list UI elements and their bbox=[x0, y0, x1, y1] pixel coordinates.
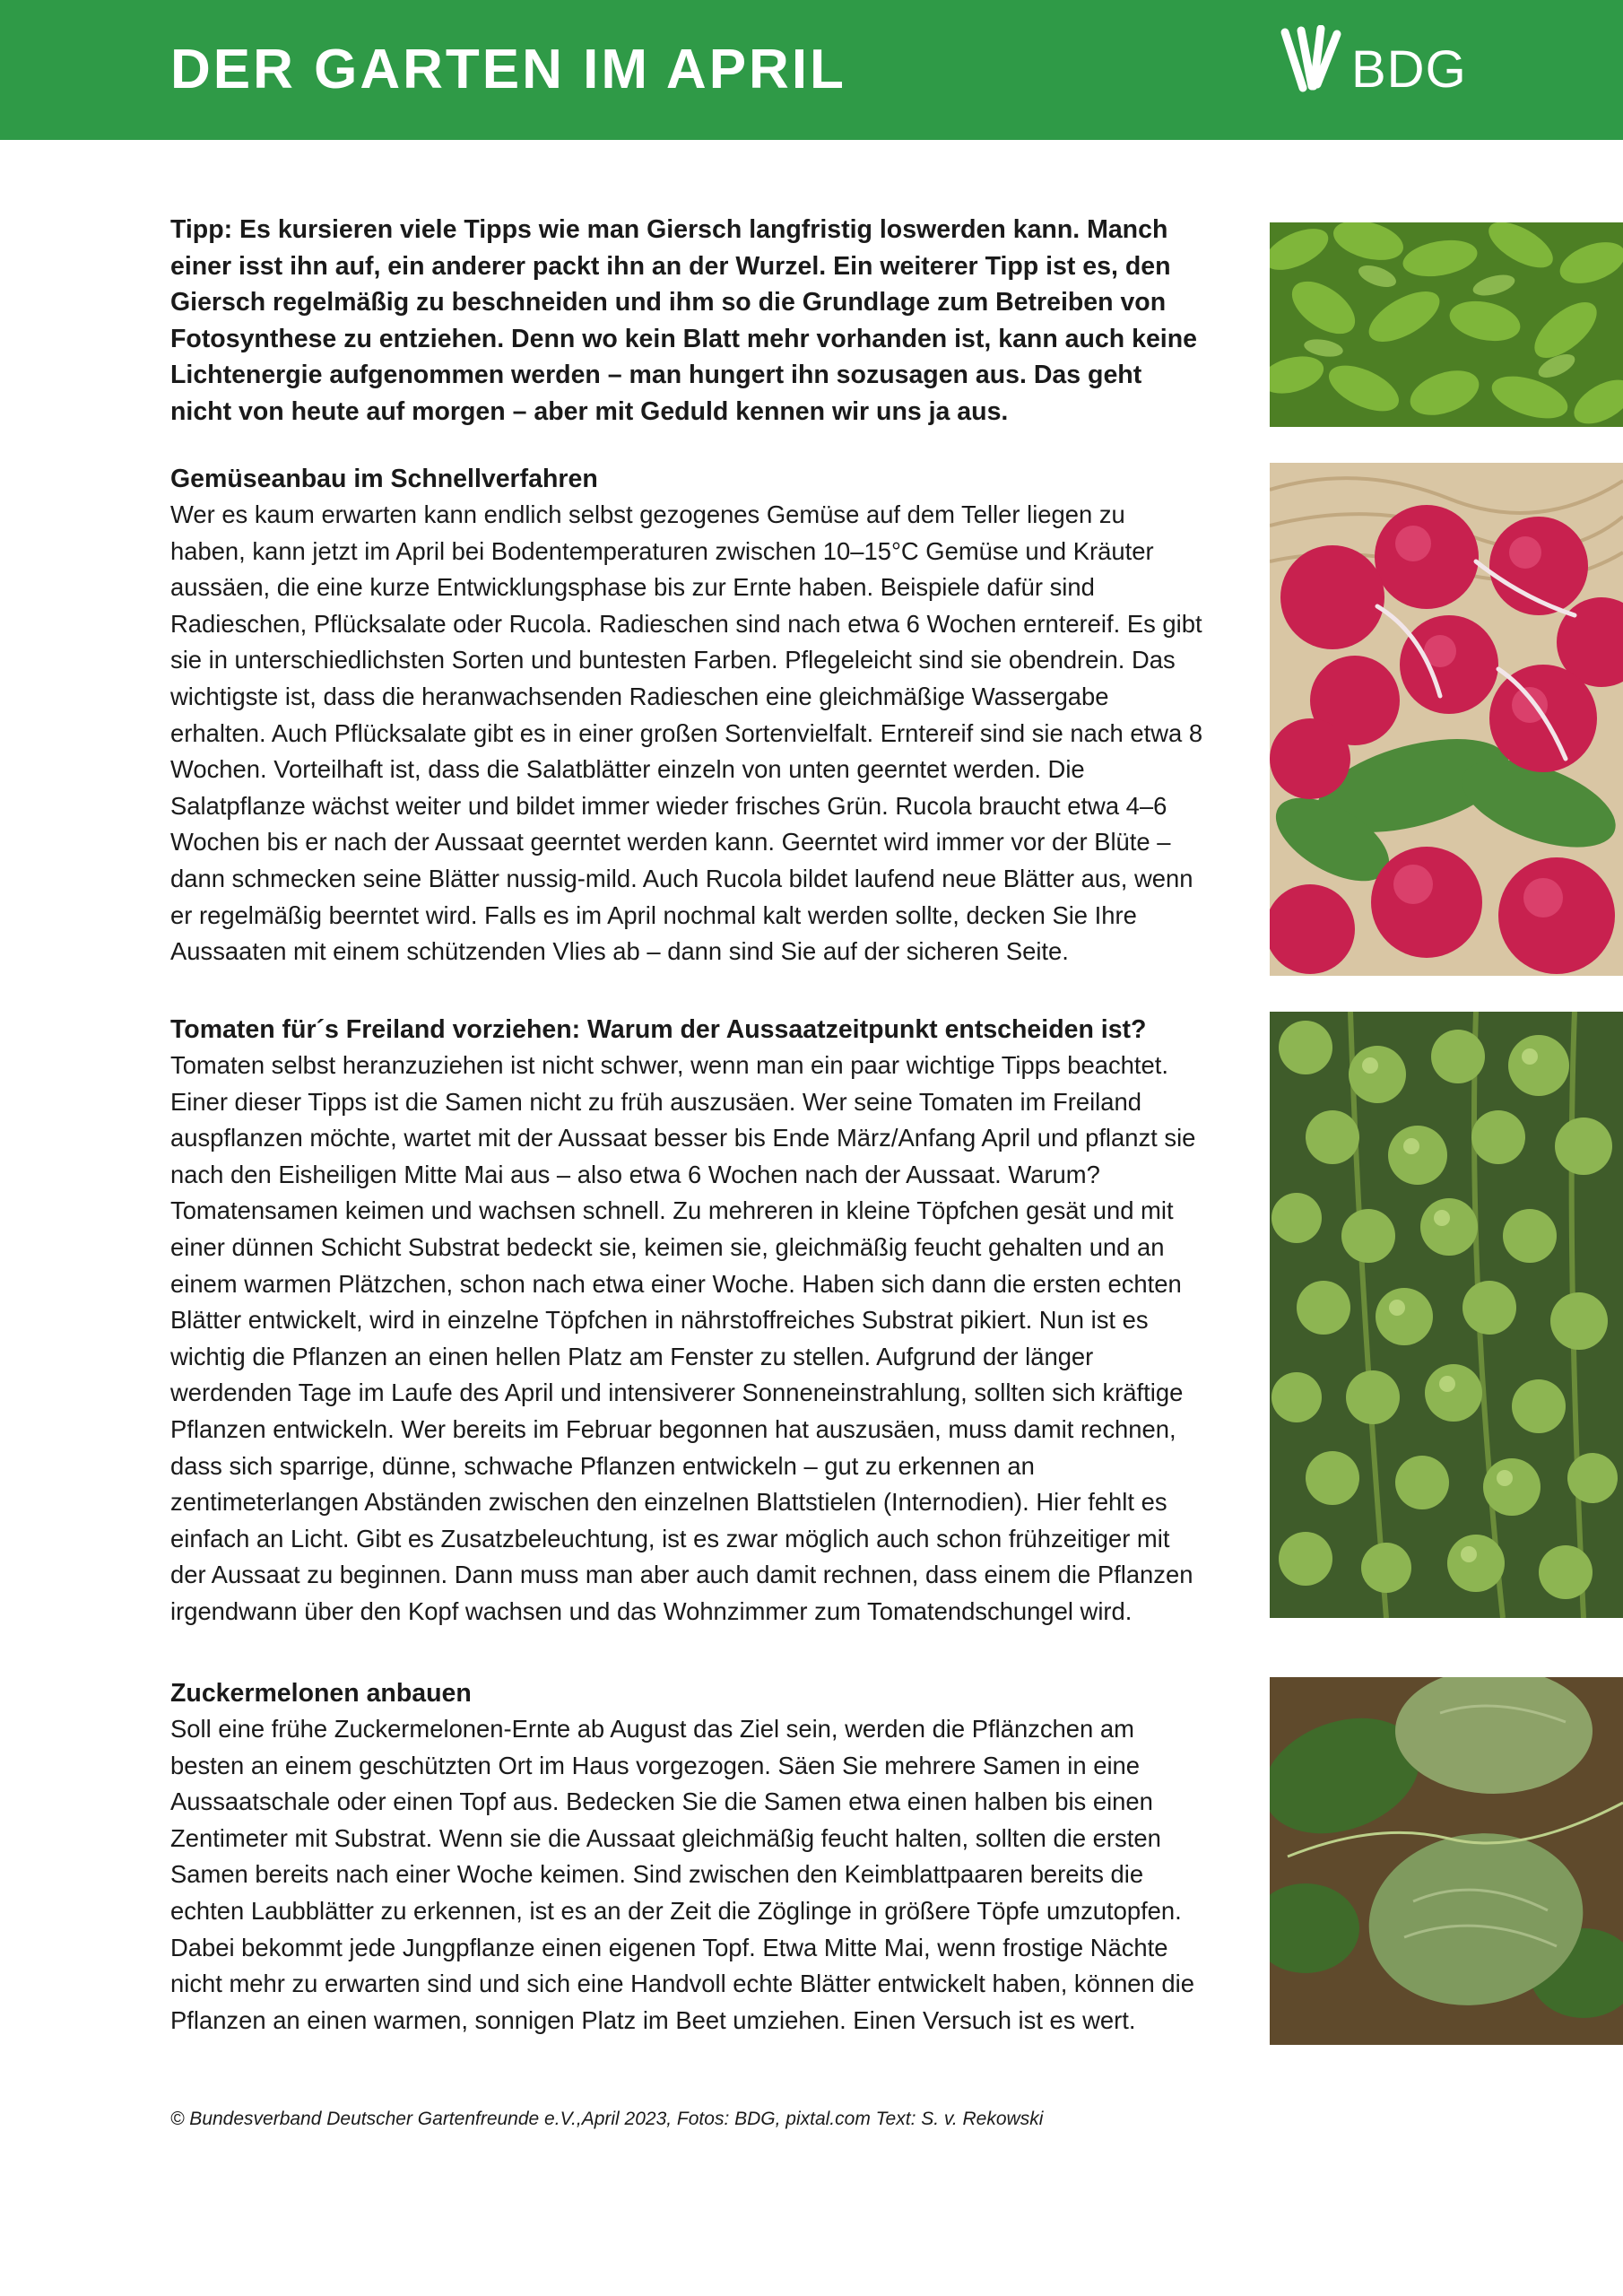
radieschen-photo bbox=[1270, 463, 1623, 976]
tip-paragraph: Tipp: Es kursieren viele Tipps wie man Giersch langfristig loswerden kann. Manch einer isst ihn auf, ein anderer packt ihn an der Wurzel. Ein weiterer Tipp ist es, den Giersch regelmäßig zu beschneiden und ihm so die Grundlage zum Betreiben von Fotosynthese zu entziehen. Denn wo kein Blatt mehr vorhanden ist, kann auch keine Lichtenergie aufgenommen werden – man hungert ihn sozusagen aus. Das geht nicht von heute auf morgen – aber mit Geduld kennen wir uns ja aus. bbox=[170, 215, 1197, 426]
tomaten-photo bbox=[1270, 1012, 1623, 1618]
melonen-photo bbox=[1270, 1677, 1623, 2045]
page-header bbox=[0, 0, 1623, 140]
main-content bbox=[170, 212, 1206, 2034]
section-gemueseanbau bbox=[170, 461, 1206, 970]
section-title: Gemüseanbau im Schnellverfahren bbox=[170, 465, 598, 493]
page-title: DER GARTEN IM APRIL bbox=[170, 39, 846, 100]
section-tomaten bbox=[170, 1012, 1206, 1631]
section-body: Wer es kaum erwarten kann endlich selbst gezogenes Gemüse auf dem Teller liegen zu haben, kann jetzt im April bei Bodentemperaturen zwischen 10–15°C Gemüse und Kräuter aussäen, die eine kurze Entwicklungsphase bis zur Ernte haben. Beispiele dafür sind Radieschen, Pflücksalate oder Rucola. Radieschen sind nach etwa 6 Wochen erntereif. Es gibt sie in unterschiedlichsten Sorten und buntesten Farben. Pflegeleicht sind sie obendrein. Das wichtigste ist, dass die heranwachsenden Radieschen eine gleichmäßige Wassergabe erhalten. Auch Pflücksalate gibt es in einer großen Sortenvielfalt. Erntereif sind sie nach etwa 8 Wochen. Vorteilhaft ist, dass die Salatblätter einzeln von unten geerntet werden. Die Salatpflanze wächst weiter und bildet immer wieder frisches Grün. Rucola braucht etwa 4–6 Wochen bis er nach der Aussaat geerntet werden kann. Geerntet wird immer vor der Blüte – dann schmecken seine Blätter nussig-mild. Auch Rucola bildet laufend neue Blätter aus, wenn er regelmäßig beerntet wird. Falls es im April nochmal kalt werden sollte, decken Sie Ihre Aussaaten mit einem schützenden Vlies ab – dann sind Sie auf der sicheren Seite. bbox=[170, 500, 1203, 966]
section-title: Tomaten für´s Freiland vorziehen: Warum der Aussaatzeitpunkt entscheiden ist? bbox=[170, 1015, 1147, 1044]
bdg-logo bbox=[1278, 25, 1467, 106]
copyright-footer: © Bundesverband Deutscher Gartenfreunde e.V.,April 2023, Fotos: BDG, pixtal.com Text: S. v. Rekowski bbox=[170, 2109, 1044, 2129]
section-title: Zuckermelonen anbauen bbox=[170, 1679, 472, 1708]
giersch-photo bbox=[1270, 222, 1623, 427]
section-zuckermelonen bbox=[170, 1675, 1206, 2039]
bdg-leaf-icon bbox=[1278, 25, 1350, 106]
section-body: Tomaten selbst heranzuziehen ist nicht schwer, wenn man ein paar wichtige Tipps beachtet. Einer dieser Tipps ist die Samen nicht zu früh auszusäen. Wer seine Tomaten im Freiland auspflanzen möchte, wartet mit der Aussaat besser bis Ende März/Anfang April und pflanzt sie nach den Eisheiligen Mitte Mai aus – also etwa 6 Wochen nach der Aussaat. Warum? Tomatensamen keimen und wachsen schnell. Zu mehreren in kleine Töpfchen gesät und mit einer dünnen Schicht Substrat bedeckt sie, keimen sie, gleichmäßig feucht gehalten und an einem warmen Plätzchen, schon nach etwa einer Woche. Haben sich dann die ersten echten Blätter entwickelt, wird in einzelne Töpfchen in nährstoffreiches Substrat pikiert. Nun ist es wichtig die Pflanzen an einen hellen Platz am Fenster zu stellen. Aufgrund der länger werdenden Tage im Laufe des April und intensiverer Sonneneinstrahlung, sollten sich kräftige Pflanzen entwickeln. Wer bereits im Februar begonnen hat auszusäen, muss damit rechnen, dass sich sparrige, dünne, schwache Pflanzen entwickeln – gut zu erkennen an zentimeterlangen Abständen zwischen den einzelnen Blattstielen (Internodien). Hier fehlt es einfach an Licht. Gibt es Zusatzbeleuchtung, ist es zwar möglich auch schon frühzeitiger mit der Aussaat zu beginnen. Dann muss man aber auch damit rechnen, dass einem die Pflanzen irgendwann über den Kopf wachsen und das Wohnzimmer zum Tomatendschungel wird. bbox=[170, 1051, 1196, 1625]
logo-text: BDG bbox=[1351, 40, 1467, 99]
section-body: Soll eine frühe Zuckermelonen-Ernte ab August das Ziel sein, werden die Pflänzchen am besten an einem geschützten Ort im Haus vorgezogen. Säen Sie mehrere Samen in eine Aussaatschale oder einen Topf aus. Bedecken Sie die Samen etwa einen halben bis einen Zentimeter mit Substrat. Wenn sie die Aussaat gleichmäßig feucht halten, sollten die ersten Samen bereits nach einer Woche keimen. Sind zwischen den Keimblattpaaren bereits die echten Laubblätter zu erkennen, ist es an der Zeit die Zöglinge in größere Töpfe umzutopfen. Dabei bekommt jede Jungpflanze einen eigenen Topf. Etwa Mitte Mai, wenn frostige Nächte nicht mehr zu erwarten sind und sich eine Handvoll echte Blätter entwickelt haben, können die Pflanzen an einen warmen, sonnigen Platz im Beet umziehen. Einen Versuch ist es wert. bbox=[170, 1715, 1194, 2034]
